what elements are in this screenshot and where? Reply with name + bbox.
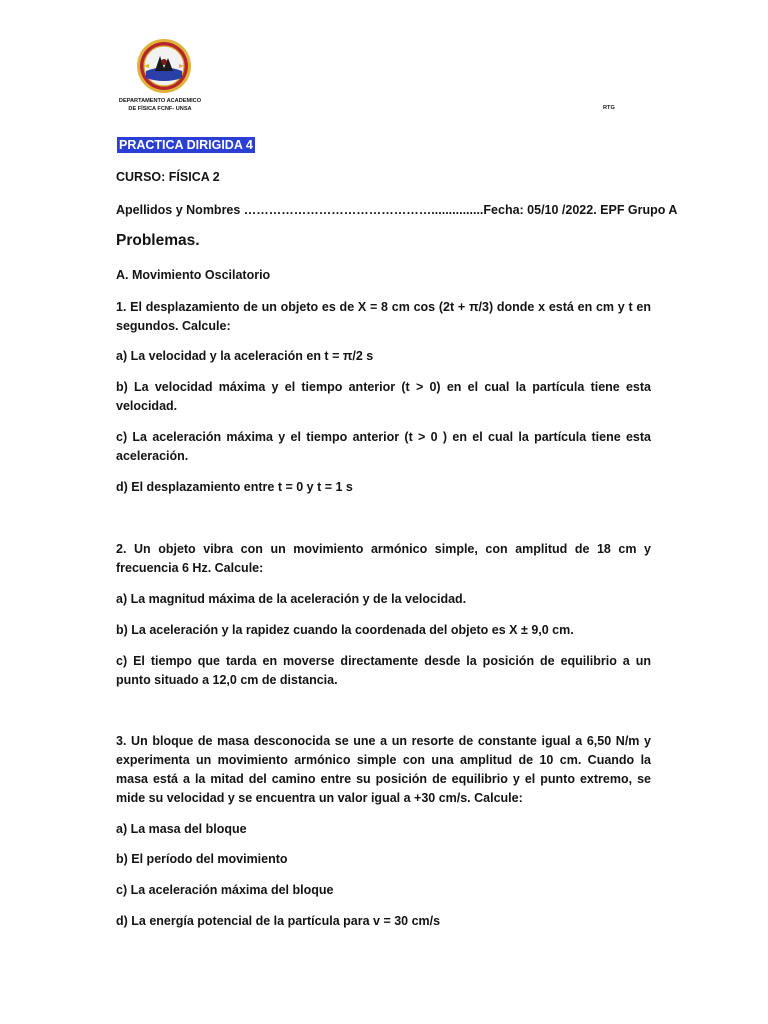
problem-2-part-b: b) La aceleración y la rapidez cuando la coordenada del objeto es X ± 9,0 cm. xyxy=(116,623,574,637)
problem-1-part-d: d) El desplazamiento entre t = 0 y t = 1 s xyxy=(116,480,353,494)
practice-title: PRACTICA DIRIGIDA 4 xyxy=(119,138,253,152)
course-line: CURSO: FÍSICA 2 xyxy=(116,170,220,184)
author-initials: RTG xyxy=(603,105,615,111)
department-line-2: DE FÍSICA FCNF- UNSA xyxy=(128,106,192,112)
problem-2-statement: 2. Un objeto vibra con un movimiento armónico simple, con amplitud de 18 cm y frecuencia 6 Hz. Calcule: xyxy=(116,542,651,575)
section-subtitle: A. Movimiento Oscilatorio xyxy=(116,268,271,282)
department-line-1: DEPARTAMENTO ACADEMICO xyxy=(118,98,202,104)
problem-3-part-a: a) La masa del bloque xyxy=(116,822,247,836)
problem-2-part-a: a) La magnitud máxima de la aceleración y de la velocidad. xyxy=(116,592,467,606)
problem-3-part-b: b) El período del movimiento xyxy=(116,852,288,866)
problem-3-part-c: c) La aceleración máxima del bloque xyxy=(116,883,334,897)
university-seal-icon xyxy=(136,38,192,94)
department-label xyxy=(110,97,210,113)
name-date-line: Apellidos y Nombres ………………………………………...............Fecha: 05/10 /2022. EPF Grupo A xyxy=(116,203,678,217)
problem-2-part-c: c) El tiempo que tarda en moverse directamente desde la posición de equilibrio a un punto situado a 12,0 cm de distancia. xyxy=(116,654,651,687)
problem-1-statement: 1. El desplazamiento de un objeto es de X = 8 cm cos (2t + π/3) donde x está en cm y t en segundos. Calcule: xyxy=(116,300,651,333)
problem-1-part-b: b) La velocidad máxima y el tiempo anterior (t > 0) en el cual la partícula tiene esta velocidad. xyxy=(116,380,651,413)
problem-3-part-d: d) La energía potencial de la partícula para v = 30 cm/s xyxy=(116,914,441,928)
section-title: Problemas. xyxy=(116,232,200,249)
problem-3-statement: 3. Un bloque de masa desconocida se une a un resorte de constante igual a 6,50 N/m y experimenta un movimiento armónico simple con una amplitud de 10 cm. Cuando la masa está a la mitad del camino entre su posición de equilibrio y el punto extremo, se mide su velocidad y se encuentra un valor igual a +30 cm/s. Calcule: xyxy=(116,734,651,805)
problem-1-part-a: a) La velocidad y la aceleración en t = π/2 s xyxy=(116,349,374,363)
problem-1-part-c: c) La aceleración máxima y el tiempo anterior (t > 0 ) en el cual la partícula tiene esta aceleración. xyxy=(116,430,651,463)
